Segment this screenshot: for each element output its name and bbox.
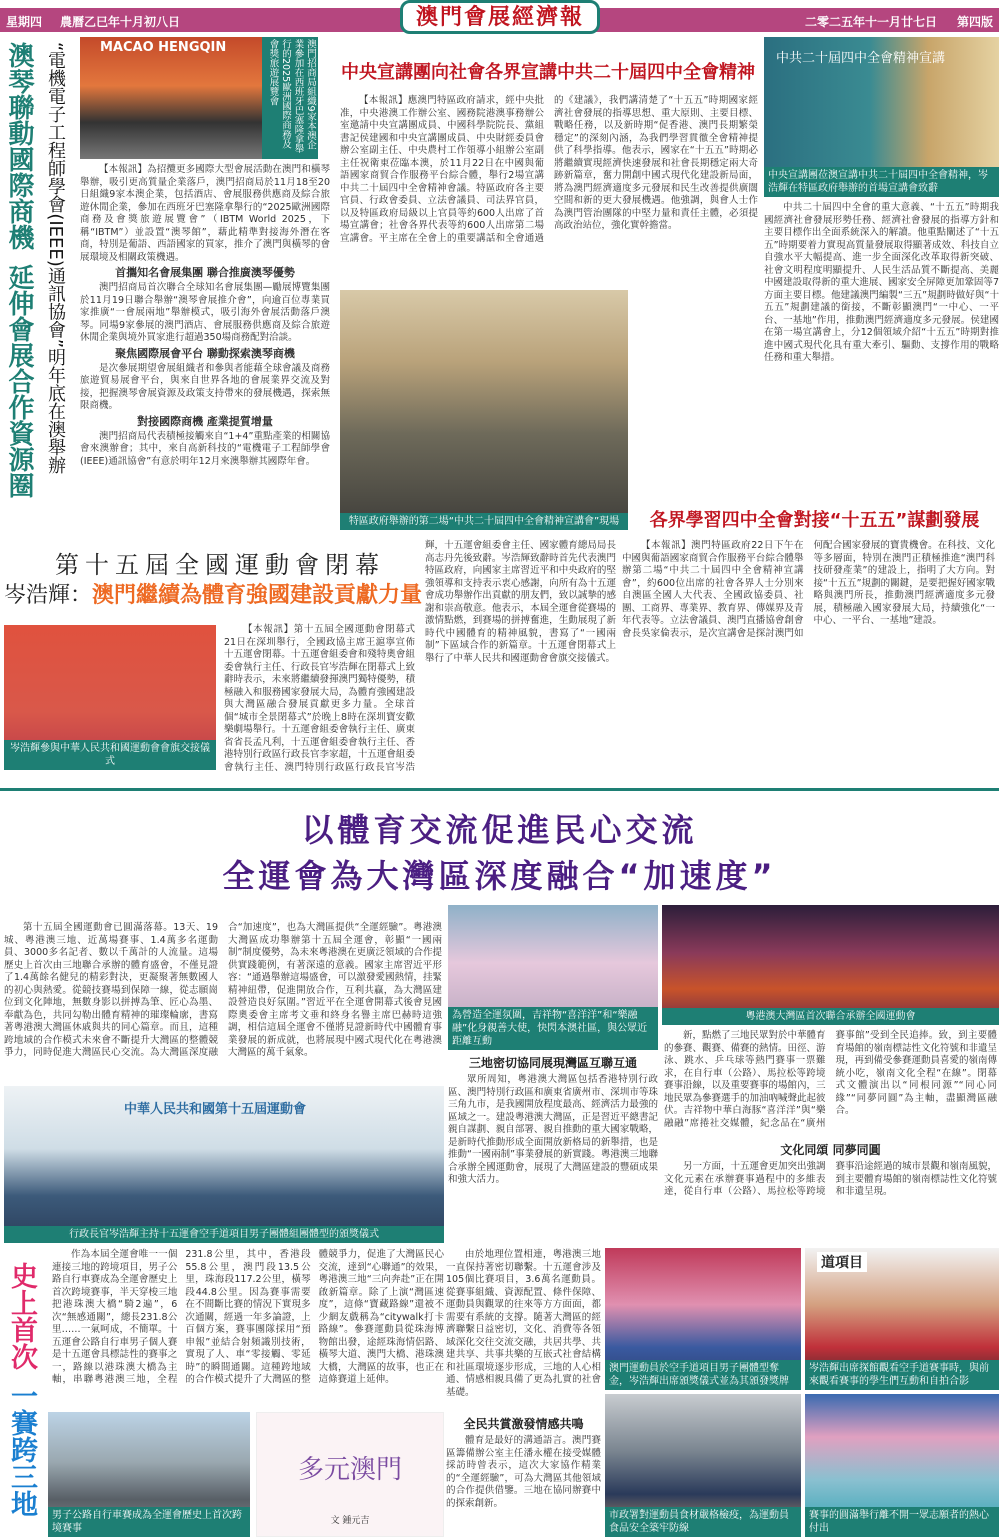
article1-body	[80, 164, 330, 468]
article4-headline: 第十五屆全國運動會閉幕	[55, 551, 385, 579]
article4-body	[224, 540, 616, 784]
lead-paragraph: 【本報訊】為招攬更多國際大型會展活動在澳門和橫琴舉辦，吸引更高質量企業落戶，澳門招商局於11月18至20日組織9家本澳企業，包括酒店、會展服務供應商及綜合旅遊休閒企業，參加在西班牙巴塞隆拿舉行的“2025歐洲國際商務及會獎旅遊展覽會”（IBTM World 2025，下稱“IBTM”）並設置“澳琴館”，藉此精準對接海外潛在客商，特別是葡語、西語國家的買家，推介了澳門與橫琴的會展環境及相關政策機遇。	[80, 164, 330, 263]
paragraph: 澳門招商局首次聯合全球知名會展集團—勵展博覽集團於11月19日聯合舉辦“澳琴會展推介會”，向逾百位專業買家推廣“一會展兩地”舉辦模式，吸引海外會展活動落戶澳琴。同場9家參展的澳門酒店、會展服務供應商及綜合旅遊休閒企業與境外買家進行超過350場商務配對洽談。	[80, 282, 330, 343]
paragraph: 【本報訊】應澳門特區政府請求，經中央批准，中央港澳工作辦公室、國務院港澳事務辦公室邀請中央宣講團成員、中國科學院院長、黨組書記侯建國和中央宣講團成員、中央財經委員會辦公室副主任、中央農村工作領導小組辦公室副主任祝衛東莅臨本澳，於11月22日在中國與葡語國家商貿合作服務平台綜合體，舉行2場宣講中共二十屆四中全會精神會議。特區政府各主要官員、行政會委員、立法會議員、司法界官員，以及特區政府局級以上官員等約600人出席了首場宣講會；社會各界代表等約600人出席第二場宣講會。平主席在全會上的重要講話和全會通過的《建議》，我們講清楚了“十五五”時期國家經濟社會發展的指導思想、重大原則、主要目標、戰略任務，以及新時期“促香港、澳門長期繁榮穩定”的深刻內涵，為我們學習貫徹全會精神提供了科學指導。他表示，國家在“十五五”時期必將繼續實現經濟快速發展和社會長期穩定兩大奇跡新篇章，奮力開創中國式現代化建設新局面，將為澳門經濟適度多元發展和民生改善提供廣闊空間和新的更大發展機遇。他強調，與會人士作為澳門管治團隊的中堅力量和責任主體，必須提高政治站位，強化實幹擔當。	[340, 95, 758, 244]
paragraph: 作為本屆全運會唯一一個連接三地的跨境項目，男子公路自行車賽成為全運會歷史上首次跨境賽事，半天穿梭三地把港珠澳大橋“騎2遍”，6次“無感通關”，總長231.8公里……一氣呵成，不簡單。十五運會公路自行車男子個人賽是十五運會具標誌性的賽事之一，路線以港珠澳大橋為主軸，串聯粵港澳三地，全程231.8公里，其中，香港段55.8公里，澳門段13.5公里，珠海段117.2公里，橫琴段44.8公里。因為賽事需要在不間斷比賽的情況下實現多次通關，經過一年多論證，上百個方案，賽事團隊採用“預申報”並結合射頻識別技術，實現了人、車“零接觸、零延時”的瞬間通關。這種跨地域的合作模式提升了大灣區的整體競爭力，促進了大灣區民心交流，達到“心聯通”的效果，粵港澳三地“三向奔赴”正在開啟新篇章。除了上演“灣區速度”，這條“寶藏路線”還被不少網友戲稱為“citywalk打卡路線”。參賽運動員從珠海博物館出發，途經珠海情侶路、橫琴大道、澳門大橋、港珠澳大橋，大灣區的故事，也正在這條賽道上延伸。	[52, 1249, 444, 1385]
photo-caption: 賽事的圓滿舉行離不開一眾志願者的熱心付出	[805, 1507, 999, 1537]
issue-date: 二零二五年十一月廿七日	[804, 15, 937, 29]
photo-caption: 粵港澳大灣區首次聯合承辦全國運動會	[662, 1008, 999, 1025]
quote: 澳門繼續為體育強國建設貢獻力量	[92, 583, 423, 608]
side-title-2: 一賽跨三地	[6, 1382, 37, 1517]
article4-photo	[4, 625, 216, 770]
bottom-subhead: 全民共賞激發情感共鳴	[463, 1417, 584, 1431]
article2-right-photo	[764, 37, 999, 197]
article3-body	[622, 540, 995, 640]
karate-photo	[605, 1248, 801, 1390]
cycling-photo	[48, 1412, 250, 1537]
paragraph: 由於地理位置相連，粵港澳三地一直保持著密切聯繫。十五運會涉及105個比賽項目，3.6萬名運動員。從賽事組織、資源配置、條件保障、運動員與觀眾的往來等方方面面，都需要有系統的支撐。隨著大灣區的經濟聯繫日益密切，文化、消費等各領域深化交往交流交融，共居共學、共建共享、共事共樂的互嵌式社會結構和社區環境逐步形成，三地的人心相通、情感相親具備了更為扎實的社會基礎。	[446, 1249, 601, 1398]
photo-caption: 中央宣講團莅澳宣講中共二十屆四中全會精神，岑浩輝在特區政府舉辦的首場宣講會致辭	[764, 167, 999, 197]
volunteer-photo	[805, 1394, 999, 1537]
headline-spacer	[224, 540, 415, 624]
paragraph: 新，點燃了三地民眾對於中華體育的參賽、觀賽、備賽的熱情。田徑、游泳、跳水、乒乓球等熱門賽事一票難求，在自行車（公路）、馬拉松等跨境賽事沿線，以及重要賽事的場館內，三地民眾為參賽選手的加油吶喊聲此起彼伏。吉祥物中華白海豚“喜洋洋”與“樂融融”席捲社交媒體，紀念品在“廣州賽事館”受到全民追捧。致，到主要體育場館的嶺南標誌性文化符號和非遺呈現，再到備受參賽運動員喜愛的嶺南傳統小吃，嶺南文化全程“在線”。閉幕式文體演出以“同根同源”“同心同緣”“同夢同圓”為主軸，盡顯灣區融合。	[664, 1030, 998, 1129]
paragraph: 另一方面，十五運會更加突出強調文化元素在承辦賽事過程中的多維表達，從自行車（公路）、馬拉松等跨境賽事沿途經過的城市景觀和嶺南風貌，到主要體育場館的嶺南標誌性文化符號和非遺呈現。	[664, 1161, 998, 1197]
feature-headline-1: 以體育交流促進民心交流	[301, 811, 698, 849]
speaker: 岑浩輝：	[4, 583, 93, 608]
photo-sign: 中共二十屆四中全會精神宣講	[776, 51, 946, 66]
side-title-1: 史上首次	[6, 1262, 37, 1370]
paragraph: 第十五屆全國運動會已圓滿落幕。13天、19城、粵港澳三地、近萬場賽事、1.4萬多名運動員、3000多名記者、數以千萬計的人流量。這場歷史上首次由三地聯合承辦的體育盛會，不僅見證了1.4萬餘名健兒的精彩對決，更凝聚著無數國人的初心與熱愛。從競技賽場到保障一線，從志願崗位到文化陣地，無數身影以拼搏為筆、匠心為墨、奉獻為色，共同勾勒出體育精神的璀璨輪廓，書寫著粵港澳大灣區休戚與共的同心篇章。而且，這種跨地域的合作模式未來會不斷提升大灣區的整體競爭力，同時促進大灣區民心交流。為大灣區深度融合“加速度”，也為大灣區提供“全運經驗”。粵港澳大灣區成功舉辦第十五屆全運會，彰顯“一國兩制”制度優勢，為未來粵港澳在更廣泛領域的合作提供實踐範例，有著深遠的意義。國家主席習近平形容：“通過舉辦這場盛會，可以激發愛國熱情，挂緊精神紐帶，促進開放合作，互利共贏，為大灣區建設營造良好氛圍。”習近平在全運會開幕式後會見國際奧委會主席考文垂和終身名譽主席巴赫時這強調，相信這屆全運會不僅將見證新時代中國體育事業發展的新成就，也將展現中國式現代化在粵港澳大灣區的萬千氣象。	[4, 922, 442, 1058]
subhead: 對接國際商機 產業提質增量	[137, 414, 273, 428]
subhead: 首攜知名會展集團 聯合推廣澳琴優勢	[115, 266, 295, 279]
feature-body-2	[448, 1074, 658, 1187]
illustration-duoyuan-macau	[256, 1412, 444, 1537]
bottom-body-3	[446, 1435, 601, 1510]
feature-ceremony-photo	[4, 1086, 444, 1243]
bottom-body	[52, 1249, 444, 1387]
ceremony-banner: 中華人民共和國第十五屆運動會	[124, 1102, 307, 1117]
paper-logo: 澳門會展經濟報	[400, 0, 600, 34]
paragraph: 眾所周知，粵港澳大灣區包括香港特別行政區、澳門特別行政區和廣東省廣州市、深圳市等珠三角九市，是我國開放程度最高、經濟活力最強的區域之一。建設粵港澳大灣區，正是習近平總書記親自謀劃、親自部署、親自推動的重大國家戰略，是新時代推動形成全面開放新格局的新舉措，也是推動“一國兩制”事業發展的新實踐。粵港澳三地聯合承辦全國運動會，展現了大灣區建設的豐碩成果和強大活力。	[448, 1074, 658, 1185]
feature-subhead-1: 三地密切協同展現灣區互聯互通	[468, 1056, 637, 1070]
article3-headline: 各界學習四中全會對接“十五五”謀劃發展	[649, 510, 980, 531]
page-number: 第四版	[956, 15, 993, 29]
paragraph: 【本報訊】第十五屆全國運動會閉幕式21日在深圳舉行，全國政協主席王滬寧宣佈十五運會閉幕。十五運會組委會和殘特奧會組委會執行主任、行政長官岑浩輝在閉幕式上致辭時表示，未來將繼續發揮澳門獨特優勢，積極融入和服務國家發展大局，為體育強國建設與大灣區融合發展貢獻更多力量。全球首個“城市全景閉幕式”於晚上8時在深圳寶安歡樂劇場舉行。十五運會組委會執行主任、廣東省省長孟凡利，十五運會組委會執行主任、香港特別行政區行政長官李家超，十五運會組委會執行主任、澳門特別行政區行政長官岑浩輝，十五運會組委會主任、國家體育總局局長高志丹先後致辭。岑浩輝致辭時首先代表澳門特區政府，向國家主席習近平和中央政府的堅強領導和支持表示衷心感謝，向所有為十五運會成功舉辦作出貢獻的朋友們，致以誠摯的感謝和崇高敬意。他表示，本屆全運會從賽場的激情點燃，到賽場的拼搏奮進，生動展現了新時代中國體育的精神風貌，書寫了“一國兩制”下區域合作的新篇章。十五運會閉幕式上舉行了中華人民共和國運動會會旗交接儀式。	[224, 540, 616, 773]
photo-caption: 澳門運動員於空手道項目男子團體型奪金，岑浩輝出席頒獎儀式並為其頒發獎牌	[605, 1360, 801, 1390]
side-title-1: 澳琴聯動國際商機	[4, 42, 34, 250]
article2-body	[340, 95, 758, 245]
feature-body-3	[664, 1030, 997, 1130]
weekday: 星期四	[6, 15, 43, 29]
feature-body	[4, 922, 442, 1060]
feature-body-4	[664, 1161, 997, 1199]
feature-opening-photo	[662, 905, 999, 1025]
article2-right-body	[764, 202, 999, 365]
feature-mascot-photo	[448, 905, 658, 1050]
paragraph: 是次參展期望會展組織者和參與者能藉全球會議及商務旅遊貿易展會平台，與來自世界各地的會展業界交流及對接，把握澳琴會展資源及政策支持帶來的發展機遇，探索無限商機。	[80, 362, 330, 411]
photo-caption: 男子公路自行車賽成為全運會歷史上首次跨境賽事	[48, 1507, 250, 1537]
bottom-body-2	[446, 1249, 601, 1399]
photo-sign: MACAO HENGQIN	[100, 40, 227, 55]
subhead: 聚焦國際展會平台 聯動探索澳琴商機	[115, 346, 295, 360]
article2-headline: 中央宣講團向社會各界宣講中共二十屆四中全會精神	[341, 62, 755, 83]
photo-caption: 行政長官岑浩輝主持十五運會空手道項目男子團體組團體型的頒獎儀式	[4, 1226, 444, 1243]
photo-caption: 市政署對運動員食材嚴格檢疫，為運動員食品安全築牢防線	[605, 1507, 801, 1537]
feature-subhead-2: 文化同頌 同夢同圓	[780, 1143, 881, 1157]
article2-main-photo	[340, 290, 628, 530]
illustration-credit: 文 鍾元吉	[330, 1516, 370, 1526]
lunar-date: 農曆乙巳年十月初八日	[60, 15, 181, 29]
photo-caption: 特區政府舉辦的第二場“中共二十屆四中全會精神宣講會”現場	[340, 513, 628, 530]
paragraph: 【本報訊】澳門特區政府22日下午在中國與葡語國家商貿合作服務平台綜合體舉辦第二場“中共二十屆四中全會精神宣講會”，約600位出席的社會各界人士分別來自澳區全國人大代表、全國政協委員、社團、工商界、專業界、教育界、傳媒界及青年代表等。立法會議員、澳門直播協會創會會長吳家倫表示，是次宣講會是探討澳門如何配合國家發展的寶貴機會。在科技、文化等多層面，特別在澳門正積極推進“澳門科技研發產業”的建設上，指明了大方向。對接“十五五”規劃的關鍵，是要把握好國家戰略與澳門所長，推動澳門經濟適度多元發展，積極融入國家發展大局，持續強化“一中心、一平台、一基地”建設。	[622, 540, 995, 639]
photo-caption: 澳門招商局組織9家本澳企業參加在西班牙巴塞隆拿舉行的2025歐洲國際商務及會獎旅遊展覽會	[262, 37, 318, 159]
side-title-2: 延伸會展合作資源圈	[4, 264, 34, 498]
illustration-title: 多元澳門	[297, 1455, 402, 1485]
article1-photo	[80, 37, 318, 159]
food-inspection-photo	[605, 1394, 801, 1537]
section-divider	[0, 788, 999, 791]
paragraph: 體育是最好的溝通語言。澳門賽區籌備辦公室主任潘永權在接受媒體採訪時曾表示，這次大家協作精業的“全運經驗”，可為大灣區其他領域的合作提供借鑒。三地在協同辦賽中的探索創新。	[446, 1435, 601, 1509]
paragraph: 中共二十屆四中全會的重大意義、“十五五”時期我國經濟社會發展形勢任務、經濟社會發展的指導方針和主要目標作出全面系統深入的解讀。他重點闡述了“十五五”時期要着力實現高質量發展取得顯著成效、科技自立自強水平大幅提高、進一步全面深化改革取得新突破、社會文明程度明顯提升、人民生活品質不斷提高、美麗中國建設取得新的重大進展、國家安全屏障更加鞏固等7方面主要目標。他建議澳門編製“三五”規劃時做好與“十五五”規劃建議的銜接，不斷彰顯澳門“一中心、一平台、一基地”作用，推動澳門經濟適度多元發展。侯建國在第一場宣講會上，分12個領域介紹“十五五”時期對推進中國式現代化具有重大牽引、驅動、支撐作用的戰略任務和重大舉措。	[764, 202, 999, 363]
article1-subtitle: “電機電子工程師學會(IEEE)通訊協會”明年底在澳舉辦	[45, 42, 66, 475]
photo-caption: 岑浩輝參與中華人民共和國運動會會旗交接儀式	[4, 740, 216, 770]
bottom-side-title	[8, 1262, 35, 1530]
photo-caption: 岑浩輝出席探館觀看空手道賽事時，與前來觀看賽事的學生們互動和自拍合影	[805, 1360, 999, 1390]
paragraph: 澳門招商局代表積極接觸來自“1+4”重點產業的相關協會來澳辦會；其中，來自高新科技的“電機電子工程師學會(IEEE)通訊協會”有意於明年12月來澳舉辦其國際年會。	[80, 430, 330, 467]
photo-caption: 為營造全運氛圍，吉祥物“喜洋洋”和“樂融融”化身親善大使，快閃本澳社區，與公眾近距離互動	[448, 1007, 658, 1050]
photo-sign: 道項目	[817, 1252, 867, 1272]
article1-side-title	[6, 42, 32, 512]
students-photo	[805, 1248, 999, 1390]
feature-headline-2: 全運會為大灣區深度融合“加速度”	[222, 857, 777, 895]
